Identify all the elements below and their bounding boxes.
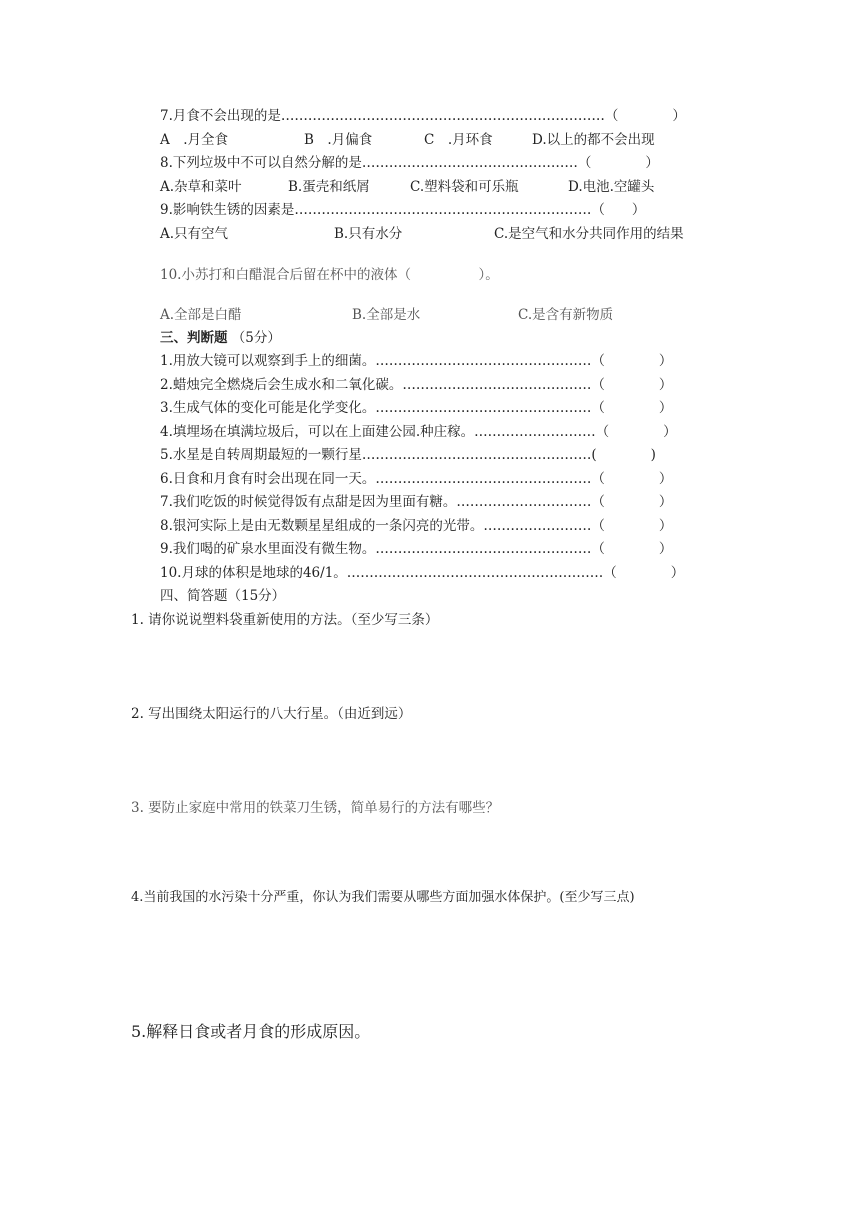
short-question-5: 5.解释日食或者月食的形成原因。 (131, 1022, 371, 1041)
q10-option-c: C.是含有新物质 (518, 307, 614, 323)
judge-item-2: 2.蜡烛完全燃烧后会生成水和二氧化碳。……………………………………（ ） (160, 377, 673, 393)
q9-option-b: B.只有水分 (334, 226, 403, 242)
short-question-1: 1. 请你说说塑料袋重新使用的方法。（至少写三条） (131, 612, 439, 628)
q7-option-d: D.以上的都不会出现 (532, 132, 655, 148)
q7-option-a: A .月全食 (160, 132, 229, 148)
judge-heading-label: 三、判断题 (160, 330, 228, 346)
q8-option-b: B.蛋壳和纸屑 (288, 179, 370, 195)
q9-option-c: C.是空气和水分共同作用的结果 (494, 226, 684, 242)
q8-option-c: C.塑料袋和可乐瓶 (410, 179, 519, 195)
judge-item-1: 1.用放大镜可以观察到手上的细菌。…………………………………………（ ） (160, 353, 673, 369)
judge-section-heading (160, 329, 281, 347)
judge-item-5: 5.水星是自转周期最短的一颗行星……………………………………………( ) (160, 447, 656, 463)
judge-item-3: 3.生成气体的变化可能是化学变化。…………………………………………（ ） (160, 400, 673, 416)
q7-option-c: C .月环食 (424, 132, 493, 148)
short-question-2: 2. 写出围绕太阳运行的八大行星。（由近到远） (131, 706, 412, 722)
judge-item-6: 6.日食和月食有时会出现在同一天。…………………………………………（ ） (160, 471, 673, 487)
q8-option-d: D.电池.空罐头 (568, 179, 655, 195)
short-question-3: 3. 要防止家庭中常用的铁菜刀生锈，简单易行的方法有哪些？ (131, 800, 500, 816)
q9-option-a: A.只有空气 (160, 226, 229, 242)
judge-item-8: 8.银河实际上是由无数颗星星组成的一条闪亮的光带。……………………（ ） (160, 518, 673, 534)
judge-score: （5分） (231, 330, 281, 346)
question-7-stem: 7.月食不会出现的是………………………………………………………………（ ） (160, 108, 686, 124)
q8-option-a: A.杂草和菜叶 (160, 179, 242, 195)
q7-option-b: B .月偏食 (304, 132, 373, 148)
judge-item-9: 9.我们喝的矿泉水里面没有微生物。…………………………………………（ ） (160, 541, 673, 557)
q10-option-a: A.全部是白醋 (160, 307, 242, 323)
question-10-stem: 10.小苏打和白醋混合后留在杯中的液体（ ）。 (160, 267, 499, 283)
short-question-4: 4.当前我国的水污染十分严重，你认为我们需要从哪些方面加强水体保护。(至少写三点) (131, 890, 635, 905)
judge-item-4: 4.填埋场在填满垃圾后，可以在上面建公园.种庄稼。………………………（ ） (160, 424, 677, 440)
judge-item-10: 10.月球的体积是地球的46/1。…………………………………………………（ ） (160, 565, 685, 581)
q10-option-b: B.全部是水 (352, 307, 421, 323)
question-8-stem: 8.下列垃圾中不可以自然分解的是…………………………………………（ ） (160, 155, 659, 171)
judge-item-7: 7.我们吃饭的时候觉得饭有点甜是因为里面有糖。…………………………（ ） (160, 494, 673, 510)
short-answer-heading: 四、简答题（15分） (160, 588, 286, 604)
question-9-stem: 9.影响铁生锈的因素是…………………………………………………………（ ） (160, 202, 646, 218)
